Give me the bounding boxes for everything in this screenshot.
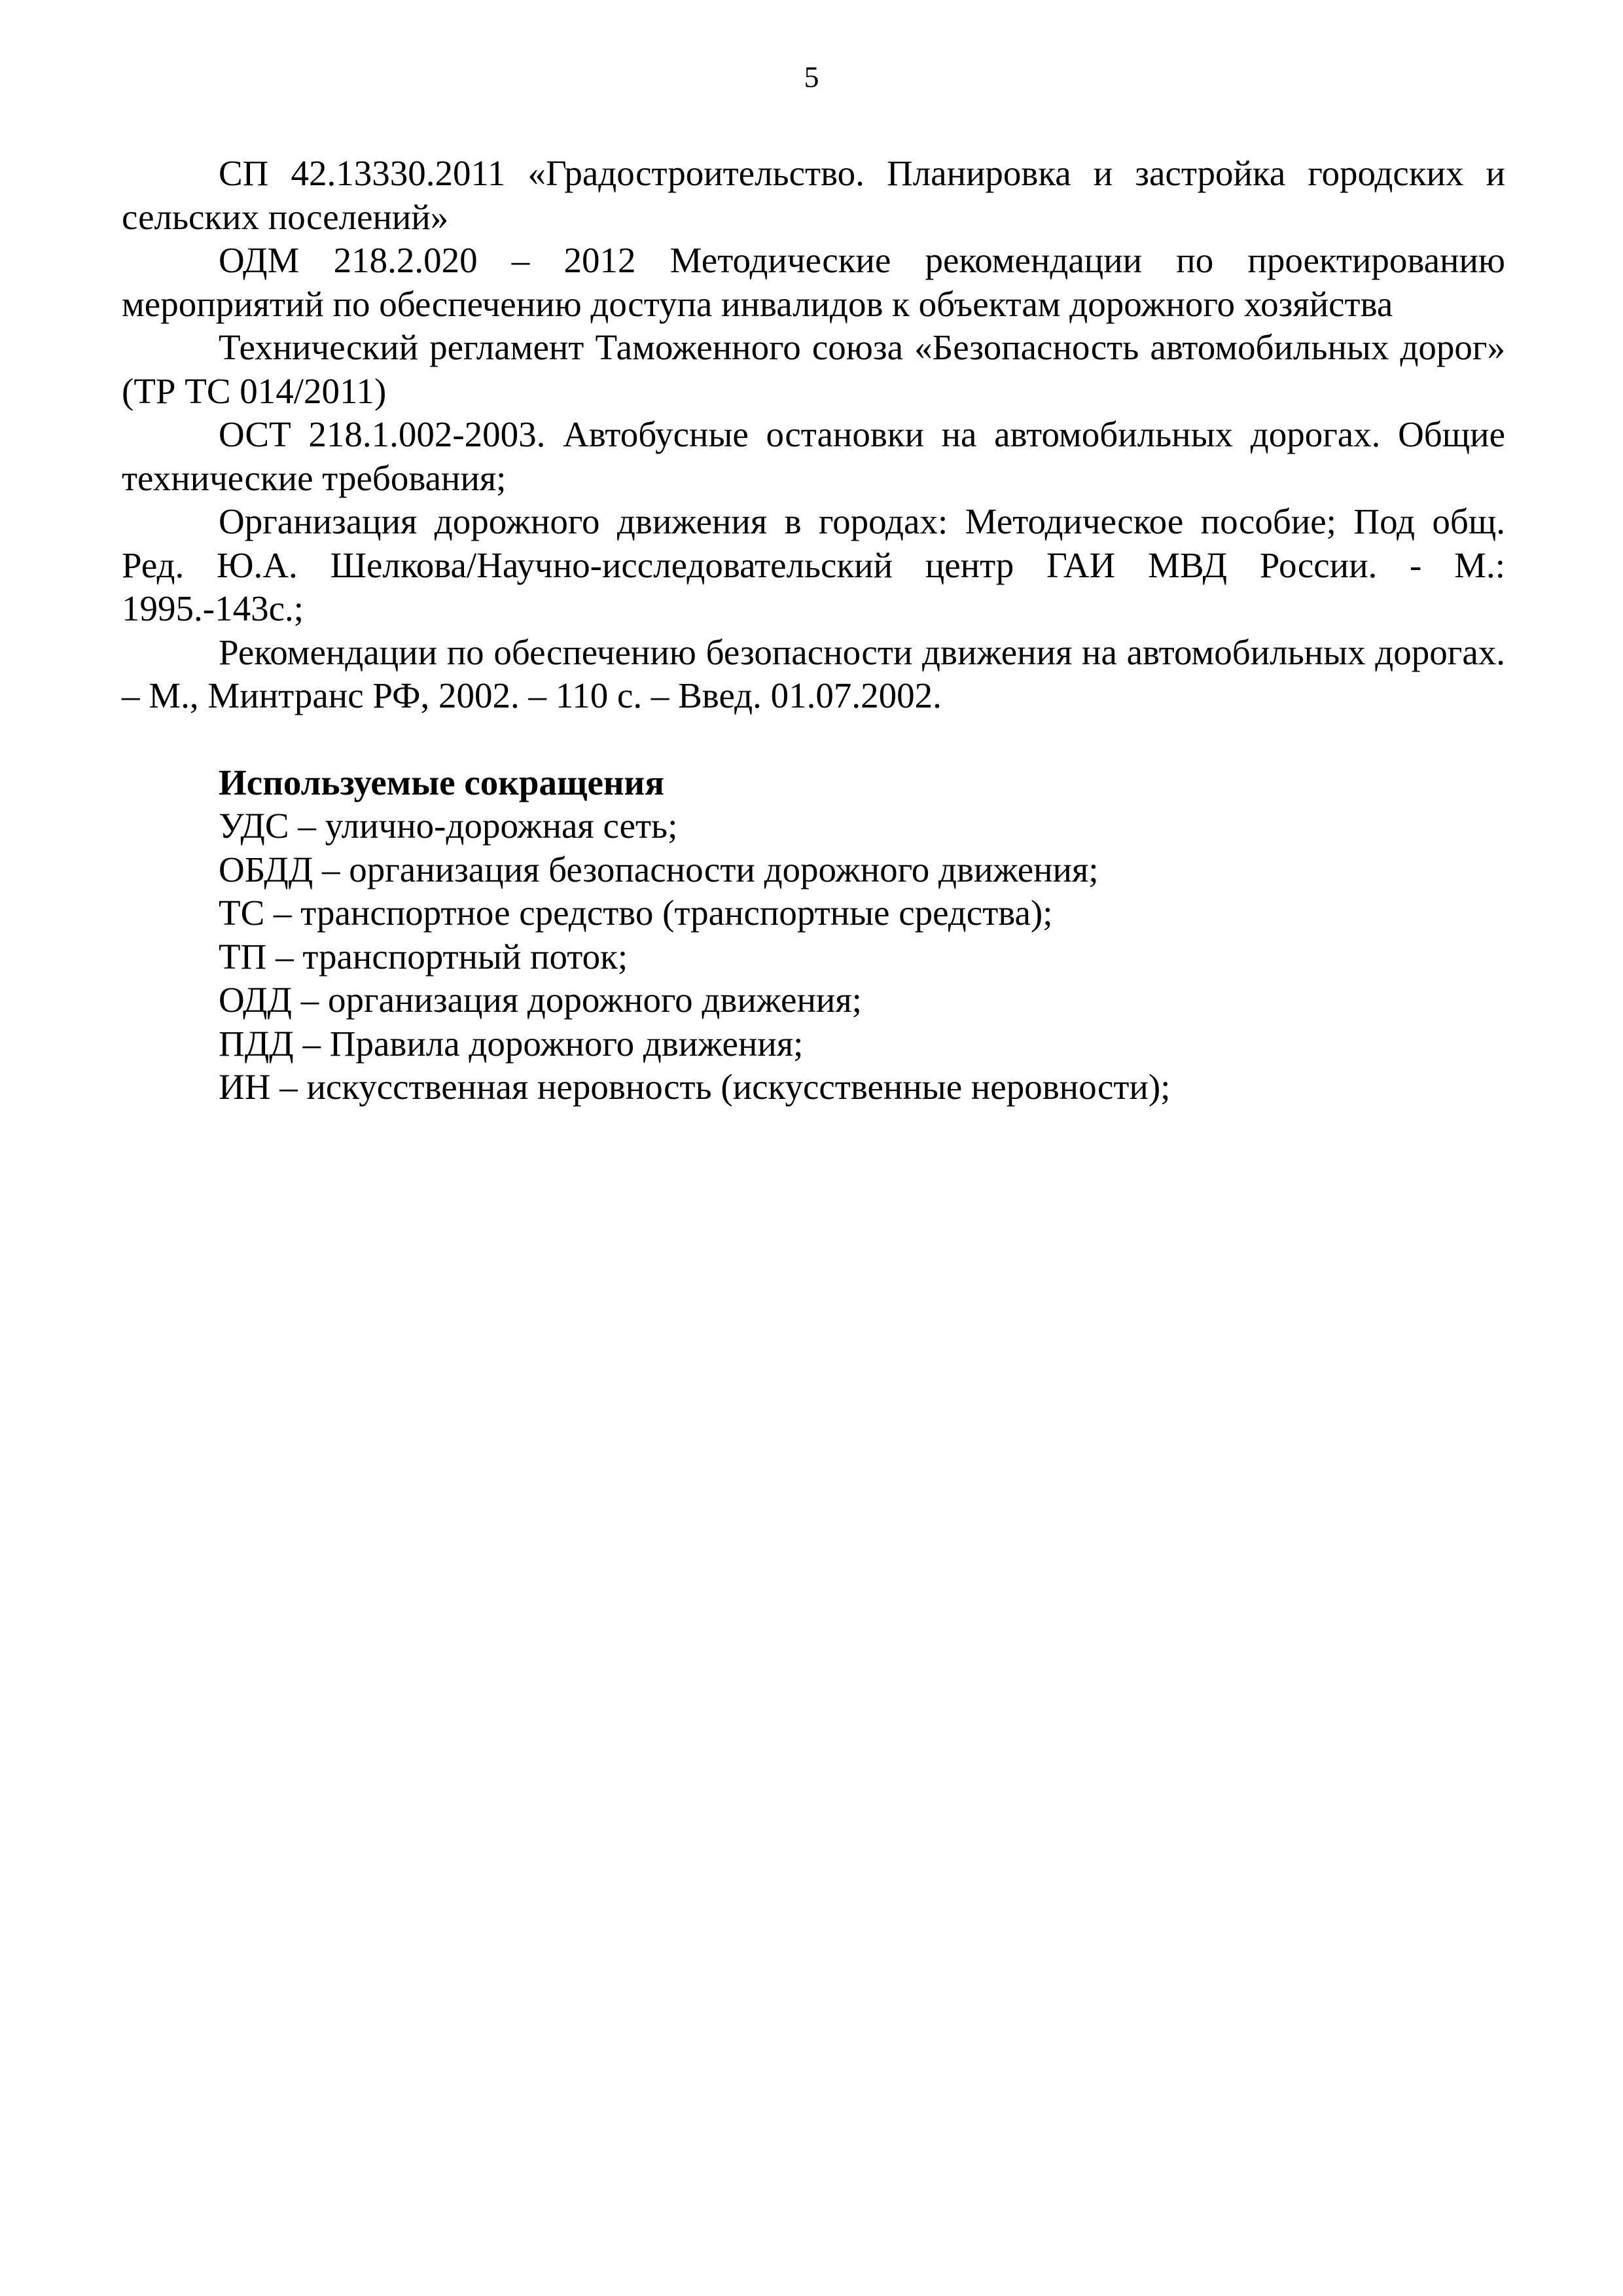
reference-tr-ts-014: Технический регламент Таможенного союза «Безопасность автомобильных дорог» (ТР ТС 014/2011) xyxy=(122,327,1505,411)
reference-ost-218: ОСТ 218.1.002-2003. Автобусные остановки на автомобильных дорогах. Общие технические требования; xyxy=(122,414,1505,498)
abbreviation-item: ИН – искусственная неровность (искусственные неровности); xyxy=(219,1067,1171,1107)
reference-sp-42: СП 42.13330.2011 «Градостроительство. Планировка и застройка городских и сельских поселений» xyxy=(122,153,1505,237)
page-number: 5 xyxy=(804,60,819,94)
abbreviation-item: ТП – транспортный поток; xyxy=(219,936,628,977)
abbreviation-item: ТС – транспортное средство (транспортные средства); xyxy=(219,893,1053,933)
abbreviations-heading: Используемые сокращения xyxy=(219,762,665,802)
reference-odd-manual: Организация дорожного движения в городах: Методическое пособие; Под общ. Ред. Ю.А. Шелкова/Научно-исследовательский центр ГАИ МВД России. - М.: 1995.-143с.; xyxy=(122,501,1505,628)
document-body xyxy=(122,152,1505,1109)
reference-safety-recommendations: Рекомендации по обеспечению безопасности движения на автомобильных дорогах. – М., Минтранс РФ, 2002. – 110 с. – Введ. 01.07.2002. xyxy=(122,632,1505,715)
abbreviation-item: ОБДД – организация безопасности дорожного движения; xyxy=(219,849,1099,889)
abbreviation-item: ОДД – организация дорожного движения; xyxy=(219,980,862,1020)
abbreviation-item: ПДД – Правила дорожного движения; xyxy=(219,1023,804,1064)
reference-odm-218: ОДМ 218.2.020 – 2012 Методические рекомендации по проектированию мероприятий по обеспечению доступа инвалидов к объектам дорожного хозяйства xyxy=(122,240,1505,324)
abbreviations-list xyxy=(122,804,1505,1109)
abbreviation-item: УДС – улично-дорожная сеть; xyxy=(219,806,678,846)
